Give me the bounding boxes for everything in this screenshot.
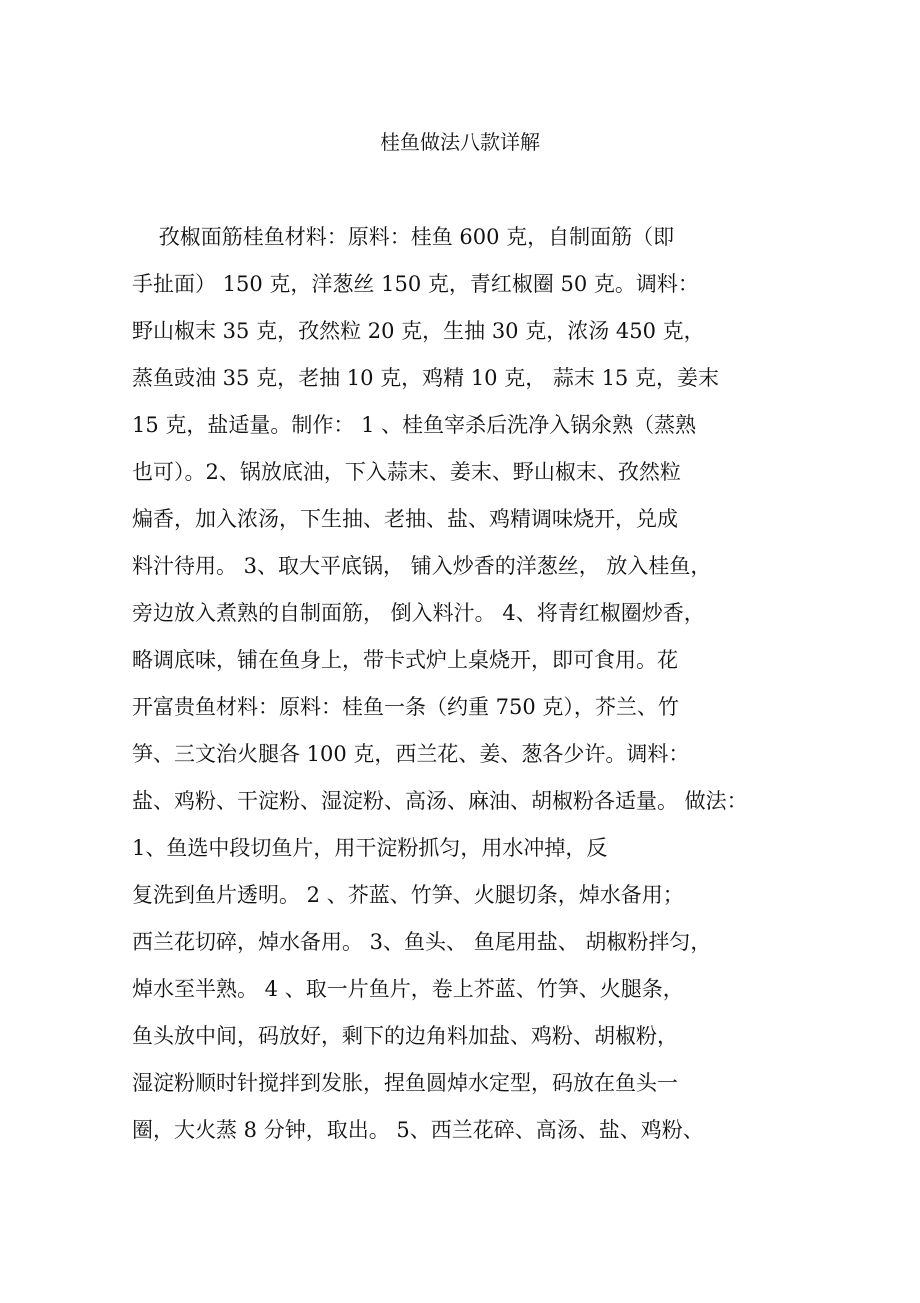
text-line: 1、鱼选中段切鱼片，用干淀粉抓匀，用水冲掉，反 [132, 836, 608, 860]
document-body [132, 214, 812, 1154]
text-line: 圈，大火蒸 8 分钟，取出。 5、西兰花碎、高汤、盐、鸡粉、 [132, 1118, 704, 1142]
text-line: 开富贵鱼材料：原料：桂鱼一条（约重 750 克），芥兰、竹 [132, 695, 679, 719]
text-line: 野山椒末 35 克，孜然粒 20 克，生抽 30 克，浓汤 450 克， [132, 319, 705, 343]
text-line: 手扯面） 150 克，洋葱丝 150 克，青红椒圈 50 克。调料： [132, 272, 699, 296]
text-line: 孜椒面筋桂鱼材料：原料：桂鱼 600 克，自制面筋（即 [132, 225, 675, 249]
text-line: 湿淀粉顺时针搅拌到发胀，捏鱼圆焯水定型，码放在鱼头一 [132, 1071, 678, 1095]
text-line: 焯水至半熟。 4 、取一片鱼片，卷上芥蓝、竹笋、火腿条， [132, 977, 684, 1001]
text-line: 15 克，盐适量。制作： 1 、桂鱼宰杀后洗净入锅氽熟（蒸熟 [132, 413, 697, 437]
text-line: 料汁待用。 3、取大平底锅， 铺入炒香的洋葱丝， 放入桂鱼， [132, 554, 712, 578]
document-title: 桂鱼做法八款详解 [380, 130, 540, 154]
text-line: 鱼头放中间，码放好，剩下的边角料加盐、鸡粉、胡椒粉， [132, 1024, 678, 1048]
text-line: 也可）。2、锅放底油，下入蒜末、姜末、野山椒末、孜然粒 [132, 460, 681, 484]
text-line: 略调底味，铺在鱼身上，带卡式炉上桌烧开，即可食用。花 [132, 648, 678, 672]
text-line: 旁边放入煮熟的自制面筋， 倒入料汁。 4、将青红椒圈炒香， [132, 601, 705, 625]
text-line: 笋、三文治火腿各 100 克，西兰花、姜、葱各少许。调料： [132, 742, 690, 766]
text-line: 复洗到鱼片透明。 2 、芥蓝、竹笋、火腿切条，焯水备用； [132, 883, 684, 907]
text-line: 煸香，加入浓汤，下生抽、老抽、盐、鸡精调味烧开，兑成 [132, 507, 678, 531]
text-line: 蒸鱼豉油 35 克，老抽 10 克，鸡精 10 克， 蒜末 15 克，姜末 [132, 366, 719, 390]
text-line: 西兰花切碎，焯水备用。 3、鱼头、 鱼尾用盐、 胡椒粉拌匀， [132, 930, 712, 954]
text-line: 盐、鸡粉、干淀粉、湿淀粉、高汤、麻油、胡椒粉各适量。 做法： [132, 789, 748, 813]
